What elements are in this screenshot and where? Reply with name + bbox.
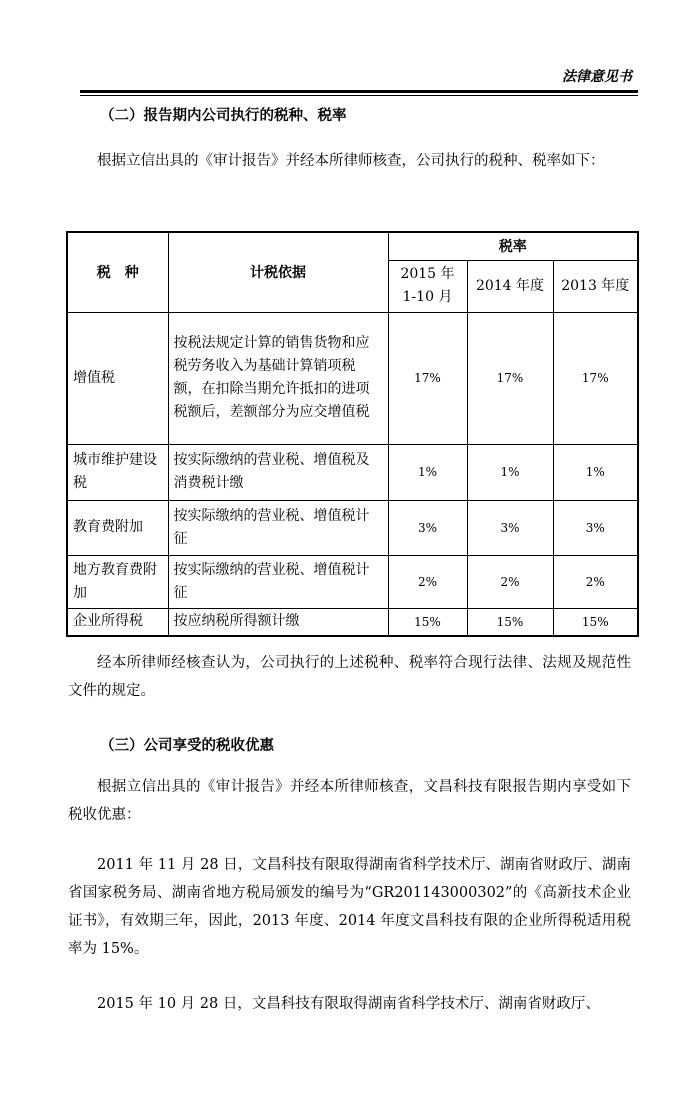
section3-intro: 根据立信出具的《审计报告》并经本所律师核查，文昌科技有限报告期内享受如下税收优惠： [68,779,631,823]
rate-2015: 17% [388,312,467,444]
tax-basis: 按税法规定计算的销售货物和应税劳务收入为基础计算销项税额，在扣除当期允许抵扣的进项税额后，差额部分为应交增值税 [168,312,388,444]
tax-name: 增值税 [67,312,168,444]
section3-heading: （三）公司享受的税收优惠 [100,738,274,754]
rate-2014: 3% [467,500,553,555]
rate-2015: 2% [388,555,467,608]
header-tax-type: 税 种 [67,232,168,312]
tax-basis: 按实际缴纳的营业税、增值税及消费税计缴 [168,444,388,500]
header-year-2015: 2015 年 1-10 月 [388,260,467,312]
conclusion-paragraph: 经本所律师经核查认为，公司执行的上述税种、税率符合现行法律、法规及规范性文件的规定。 [68,655,631,699]
rate-2013: 1% [553,444,638,500]
rate-2014: 17% [467,312,553,444]
tax-name: 企业所得税 [67,608,168,636]
tax-name: 地方教育费附加 [67,555,168,608]
rate-2013: 2% [553,555,638,608]
section3-paragraph-2: 2015 年 10 月 28 日，文昌科技有限取得湖南省科学技术厅、湖南省财政厅、 [97,996,600,1012]
rate-2015: 3% [388,500,467,555]
section2-intro: 根据立信出具的《审计报告》并经本所律师核查，公司执行的税种、税率如下： [97,153,605,169]
rate-2015: 1% [388,444,467,500]
rate-2013: 3% [553,500,638,555]
document-header-title: 法律意见书 [562,69,632,85]
header-year-2013: 2013 年度 [553,260,638,312]
tax-basis: 按应纳税所得额计缴 [168,608,388,636]
table-header-row [67,232,638,260]
section2-heading: （二）报告期内公司执行的税种、税率 [100,108,347,124]
rate-2013: 17% [553,312,638,444]
rate-2013: 15% [553,608,638,636]
header-rule-thin [80,95,638,96]
rate-2015: 15% [388,608,467,636]
table-row [67,608,638,636]
rate-2014: 15% [467,608,553,636]
header-tax-rate: 税率 [388,232,638,260]
table-row [67,444,638,500]
header-tax-basis: 计税依据 [168,232,388,312]
tax-name: 城市维护建设税 [67,444,168,500]
tax-basis: 按实际缴纳的营业税、增值税计征 [168,555,388,608]
tax-basis: 按实际缴纳的营业税、增值税计征 [168,500,388,555]
table-row [67,555,638,608]
table-row [67,312,638,444]
rate-2014: 2% [467,555,553,608]
table-row [67,500,638,555]
tax-name: 教育费附加 [67,500,168,555]
section3-paragraph-1: 2011 年 11 月 28 日，文昌科技有限取得湖南省科学技术厅、湖南省财政厅、湖南省国家税务局、湖南省地方税局颁发的编号为“GR201143000302”的《高新技术企业证书》，有效期三年，因此，2013 年度、2014 年度文昌科技有限的企业所得税适用税率为 15%。 [68,857,631,957]
header-rule-thick [80,90,638,93]
header-year-2014: 2014 年度 [467,260,553,312]
rate-2014: 1% [467,444,553,500]
tax-rate-table [66,231,639,637]
